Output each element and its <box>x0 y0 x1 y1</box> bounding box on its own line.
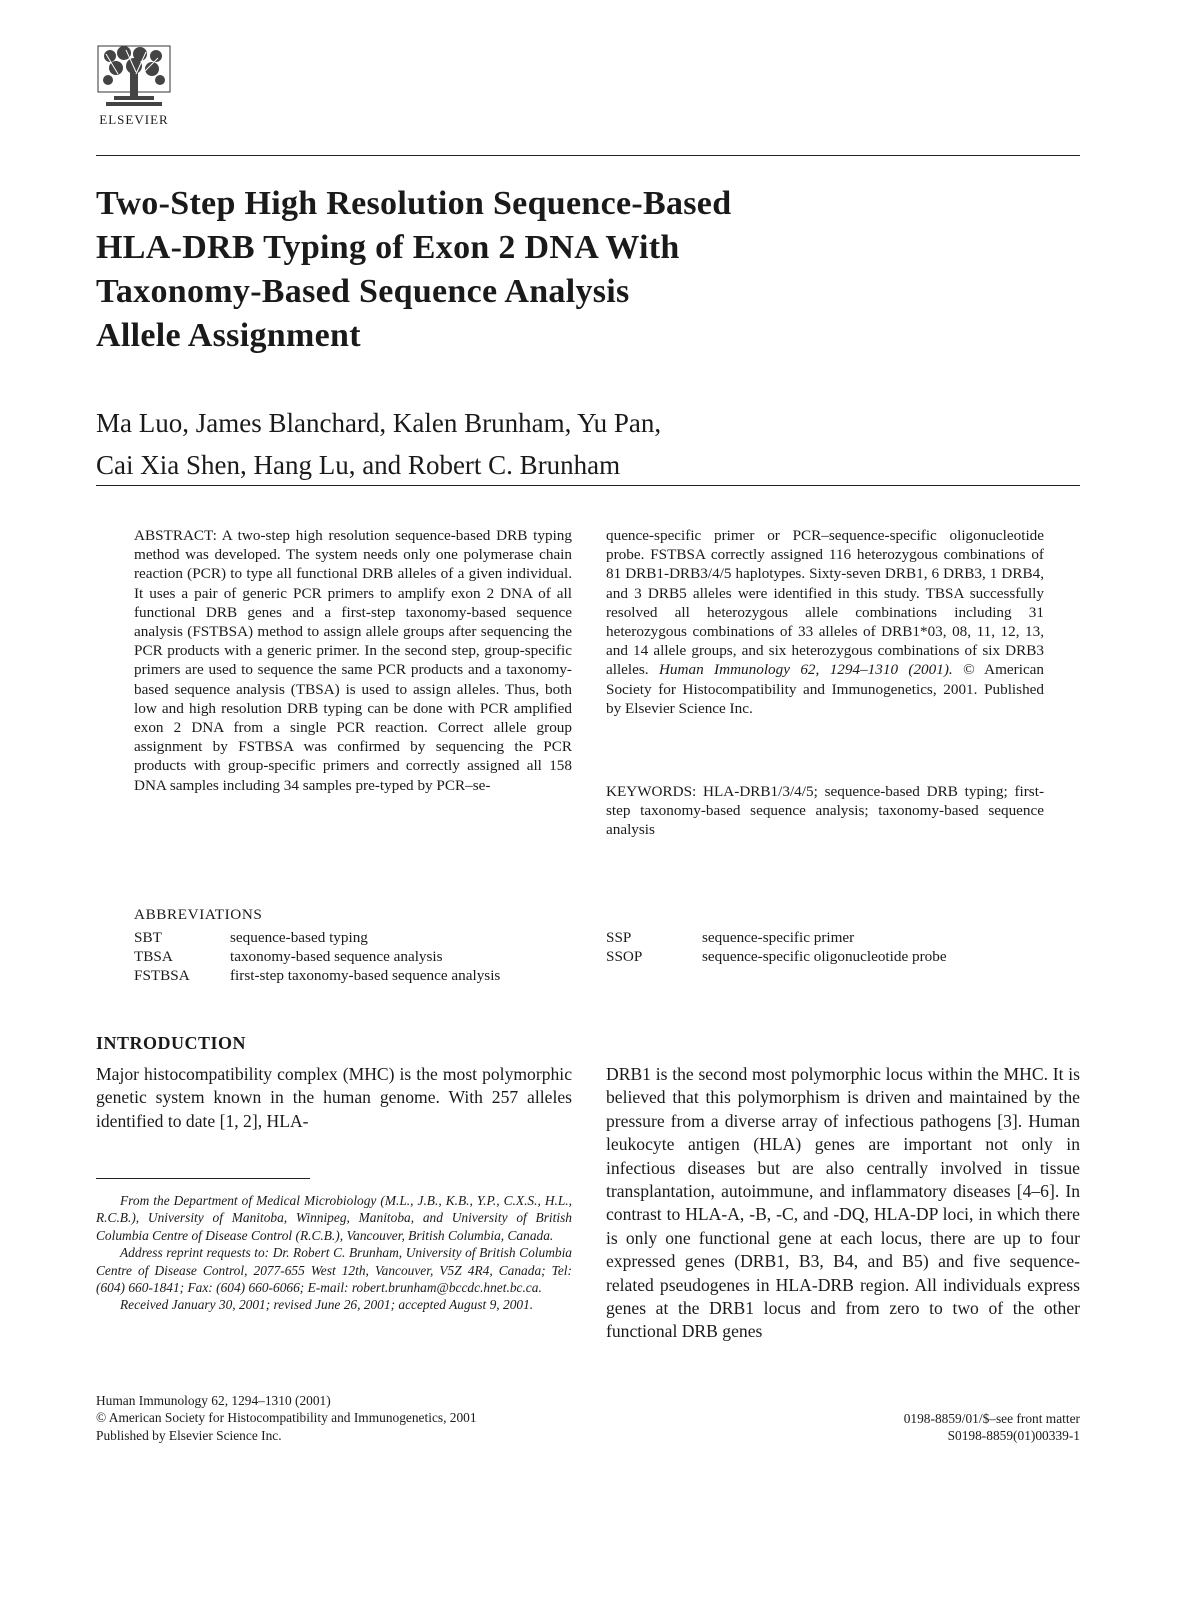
abbreviation-term: FSTBSA <box>134 967 190 984</box>
publisher-name: ELSEVIER <box>99 112 169 127</box>
abbreviation-definition: sequence-based typing <box>230 929 368 946</box>
abstract-right-column <box>606 526 1044 718</box>
paper-title <box>96 182 996 358</box>
author-list <box>96 402 1080 486</box>
abbreviation-definition: first-step taxonomy-based sequence analysis <box>230 967 501 984</box>
title-line: Allele Assignment <box>96 317 361 354</box>
title-line: Two-Step High Resolution Sequence-Based <box>96 185 732 222</box>
keywords: KEYWORDS: HLA-DRB1/3/4/5; sequence-based DRB typing; first-step taxonomy-based sequence analysis; taxonomy-based sequence analysis <box>606 783 1044 839</box>
footer-society: © American Society for Histocompatibility and Immunogenetics, 2001 <box>96 1410 477 1426</box>
header-rule <box>96 155 1080 156</box>
abbreviation-term: TBSA <box>134 948 173 965</box>
footer-journal: Human Immunology 62, 1294–1310 (2001) <box>96 1393 331 1408</box>
abbreviation-term: SSP <box>606 929 632 946</box>
elsevier-tree-icon <box>96 44 172 110</box>
footer-left <box>96 1392 477 1444</box>
received-footnote: Received January 30, 2001; revised June 26, 2001; accepted August 9, 2001. <box>120 1297 534 1313</box>
footnotes <box>96 1192 572 1314</box>
footer-publisher: Published by Elsevier Science Inc. <box>96 1427 282 1443</box>
abbreviation-term: SSOP <box>606 948 643 965</box>
abbreviation-definition: sequence-specific oligonucleotide probe <box>702 948 947 965</box>
title-line: HLA-DRB Typing of Exon 2 DNA With <box>96 229 680 266</box>
abstract-text: ABSTRACT: A two-step high resolution sequence-based DRB typing method was developed. The system needs only one polymerase chain reaction (PCR) to type all functional DRB alleles of a given individual. It uses a pair of generic PCR primers to amplify exon 2 DNA of all functional DRB genes and a first-step taxonomy-based sequence analysis (FSTBSA) method to assign allele groups after sequencing the PCR products with a generic primer. In the second step, group-specific primers are used to sequence the same PCR products and a taxonomy-based sequence analysis (TBSA) is used to assign alleles. Thus, both low and high resolution DRB typing can be done with PCR amplified exon 2 DNA from a single PCR reaction. Correct allele group assignment by FSTBSA was confirmed by sequencing the PCR products with group-specific primers and correctly assigned all 158 DNA samples including 34 samples pre-typed by PCR–se- <box>134 527 572 794</box>
abbreviation-definition: sequence-specific primer <box>702 929 855 946</box>
abstract-citation: Human Immunology 62, 1294–1310 (2001). <box>658 661 953 679</box>
introduction-right-column: DRB1 is the second most polymorphic locus within the MHC. It is believed that this polymorphism is driven and maintained by the pressure from a diverse array of infectious pathogens [3]. Human leukocyte antigen (HLA) genes are important not only in infectious diseases but are also centrally involved in tissue transplantation, autoimmune, and inflammatory diseases [4–6]. In contrast to HLA-A, -B, -C, and -DQ, HLA-DP loci, in which there is only one functional gene at each locus, there are up to four expressed genes (DRB1, B3, B4, and B5) and five sequence-related pseudogenes in HLA-DRB region. All individuals express genes at the DRB1 locus and from zero to two of the other functional DRB genes <box>606 1064 1080 1342</box>
footer-issn: 0198-8859/01/$–see front matter <box>903 1411 1080 1426</box>
authors-rule <box>96 485 1080 486</box>
abbreviations-heading: ABBREVIATIONS <box>134 906 263 923</box>
elsevier-logo <box>96 44 172 130</box>
abbreviation-definition: taxonomy-based sequence analysis <box>230 948 443 965</box>
author-line: Ma Luo, James Blanchard, Kalen Brunham, Yu Pan, <box>96 408 662 438</box>
abbreviation-term: SBT <box>134 929 162 946</box>
footnote-rule <box>96 1178 310 1179</box>
abstract-copyright: © American Society for Histocompatibility and Immunogenetics, 2001. Published by Elsevier Science Inc. <box>606 661 1045 717</box>
reprint-footnote: Address reprint requests to: Dr. Robert C. Brunham, University of British Columbia Centre of Disease Control, 2077-655 West 12th, Vancouver, V5Z 4R4, Canada; Tel: (604) 660-1841; Fax: (604) 660-6066; E-mail: robert.brunham@bccdc.hnet.bc.ca. <box>96 1245 572 1296</box>
abstract-text-continued: quence-specific primer or PCR–sequence-specific oligonucleotide probe. FSTBSA correctly assigned 116 heterozygous combinations of 81 DRB1-DRB3/4/5 haplotypes. Sixty-seven DRB1, 6 DRB3, 1 DRB4, and 3 DRB5 alleles were identified in this study. TBSA successfully resolved all heterozygous allele combinations including 31 heterozygous combinations of 33 alleles of DRB1*03, 08, 11, 12, 13, and 14 allele groups, and six heterozygous combinations of six DRB3 alleles. <box>606 527 1044 679</box>
footer-right <box>760 1410 1080 1445</box>
title-line: Taxonomy-Based Sequence Analysis <box>96 273 630 310</box>
footer-pii: S0198-8859(01)00339-1 <box>947 1428 1080 1444</box>
abstract-left-column <box>134 526 572 795</box>
introduction-heading: INTRODUCTION <box>96 1033 247 1053</box>
author-line: Cai Xia Shen, Hang Lu, and Robert C. Brunham <box>96 450 621 480</box>
introduction-left-column: Major histocompatibility complex (MHC) is the most polymorphic genetic system known in the human genome. With 257 alleles identified to date [1, 2], HLA- <box>96 1064 572 1131</box>
affiliation-footnote: From the Department of Medical Microbiology (M.L., J.B., K.B., Y.P., C.X.S., H.L., R.C.B.), University of Manitoba, Winnipeg, Manitoba, and University of British Columbia Centre of Disease Control (R.C.B.), Vancouver, British Columbia, Canada. <box>96 1193 572 1243</box>
